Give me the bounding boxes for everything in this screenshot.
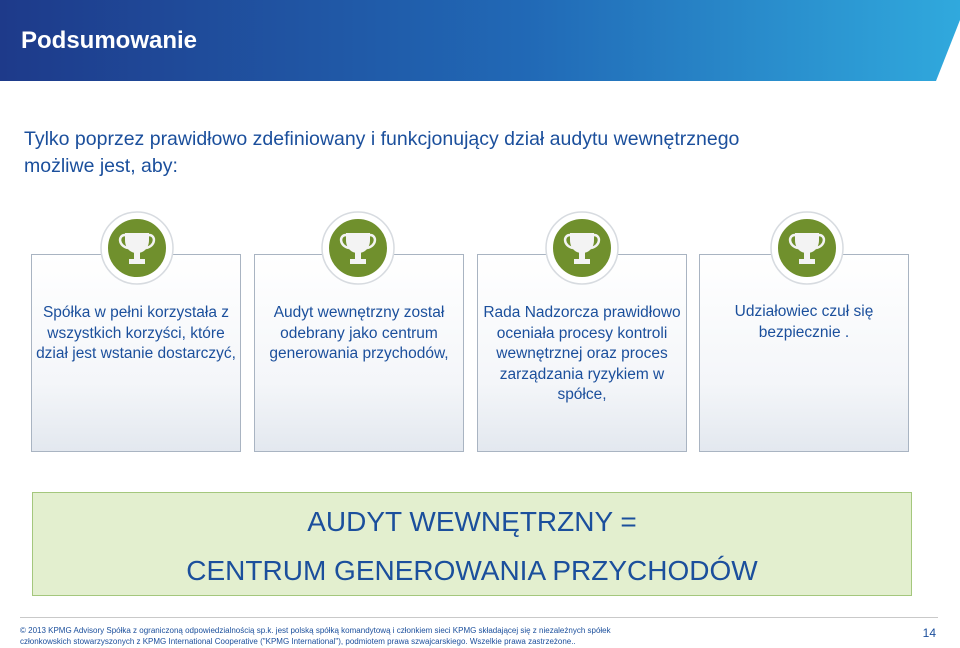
trophy-icon <box>99 210 175 286</box>
footer-copyright <box>20 625 820 647</box>
page-number: 14 <box>922 626 936 640</box>
trophy-icon <box>320 210 396 286</box>
trophy-icon <box>769 210 845 286</box>
card-text: Rada Nadzorcza prawidłowo oceniała procesy kontroli wewnętrznej oraz proces zarządzania ryzykiem w spółce, <box>483 304 681 403</box>
intro-text <box>24 126 944 180</box>
title-banner <box>0 0 960 81</box>
summary-box <box>32 492 912 596</box>
card-text: Audyt wewnętrzny został odebrany jako centrum generowania przychodów, <box>269 304 449 362</box>
footer-line-2: członkowskich stowarzyszonych z KPMG International Cooperative ("KPMG International"), podmiotem prawa szwajcarskiego. Wszelkie prawa zastrzeżone.. <box>20 637 576 646</box>
footer-line-1: © 2013 KPMG Advisory Spółka z ograniczoną odpowiedzialnością sp.k. jest polską spółką komandytową i członkiem sieci KPMG składającej się z niezależnych spółek <box>20 626 611 635</box>
summary-line-1: AUDYT WEWNĘTRZNY = <box>307 506 637 537</box>
summary-line-2: CENTRUM GENEROWANIA PRZYCHODÓW <box>186 555 758 586</box>
page-title: Podsumowanie <box>21 27 198 54</box>
intro-line-1: Tylko poprzez prawidłowo zdefiniowany i funkcjonujący dział audytu wewnętrznego <box>24 128 740 150</box>
trophy-icon <box>544 210 620 286</box>
card-text: Udziałowiec czuł się bezpiecznie . <box>734 303 874 341</box>
intro-line-2: możliwe jest, aby: <box>24 155 178 177</box>
footer-divider <box>20 617 938 618</box>
card-text: Spółka w pełni korzystała z wszystkich korzyści, które dział jest wstanie dostarczyć, <box>36 304 236 362</box>
